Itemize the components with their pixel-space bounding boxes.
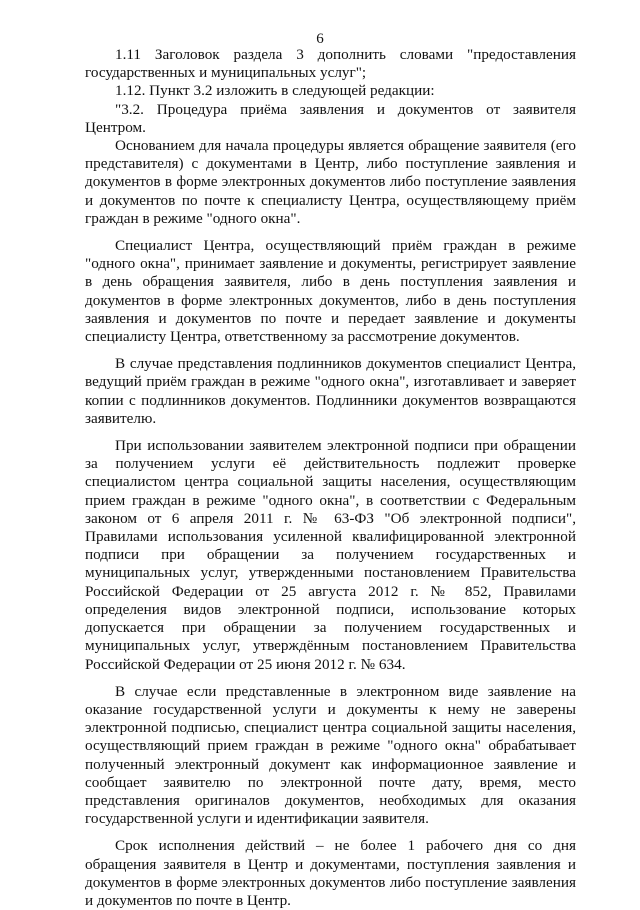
document-body [85,46,576,910]
paragraph-originals: В случае представления подлинников документов специалист Центра, ведущий приём граждан в режиме "одного окна", изготавливает и заверяет копии с подлинников документов. Подлинники документов возвращаются заявителю. [85,355,576,427]
page-number: 6 [316,31,324,47]
paragraph-deadline: Срок исполнения действий – не более 1 рабочего дня со дня обращения заявителя в Центр и документами, поступления заявления и документов в форме электронных документов либо поступление заявления и документов по почте в Центр. [85,837,576,909]
paragraph-specialist: Специалист Центра, осуществляющий приём граждан в режиме "одного окна", принимает заявление и документы, регистрирует заявление в день обращения заявителя, либо в день поступления заявления и документов в форме электронных документов, либо в день поступления заявления и документов по почте и передает заявление и документы специалисту Центра, ответственному за рассмотрение документов. [85,237,576,346]
paragraph-unsigned-documents: В случае если представленные в электронном виде заявление на оказание государственной услуги и документы к нему не заверены электронной подписью, специалист центра социальной защиты населения, осуществляющий прием граждан в режиме "одного окна" обрабатывает полученный электронный документ как информационное заявление и сообщает заявителю по электронной почте дату, время, место представления оригиналов документов, необходимых для оказания государственной услуги и идентификации заявителя. [85,682,576,828]
paragraph-electronic-signature: При использовании заявителем электронной подписи при обращении за получением услуги её действительность подлежит проверке специалистом центра социальной защиты населения, осуществляющим прием граждан в режиме "одного окна", в соответствии с Федеральным законом от 6 апреля 2011 г. № 63-ФЗ "Об электронной подписи", Правилами использования усиленной квалифицированной электронной подписи при обращении за получением государственных и муниципальных услуг, утвержденными постановлением Правительства Российской Федерации от 25 августа 2012 г. № 852, Правилами определения видов электронной подписи, использование которых допускается при обращении за получением государственных и муниципальных услуг, утверждённым постановлением Правительства Российской Федерации от 25 июня 2012 г. № 634. [85,437,576,673]
paragraph-1-11: 1.11 Заголовок раздела 3 дополнить словами "предоставления государственных и муниципальных услуг"; [85,46,576,82]
paragraph-3-2-heading: "3.2. Процедура приёма заявления и документов от заявителя Центром. [85,100,576,136]
paragraph-1-12: 1.12. Пункт 3.2 изложить в следующей редакции: [115,82,435,100]
paragraph-basis: Основанием для начала процедуры является обращение заявителя (его представителя) с документами в Центр, либо поступление заявления и документов в форме электронных документов либо поступление заявления и документов по почте к специалисту Центра, осуществляющему приём граждан в режиме "одного окна". [85,137,576,227]
